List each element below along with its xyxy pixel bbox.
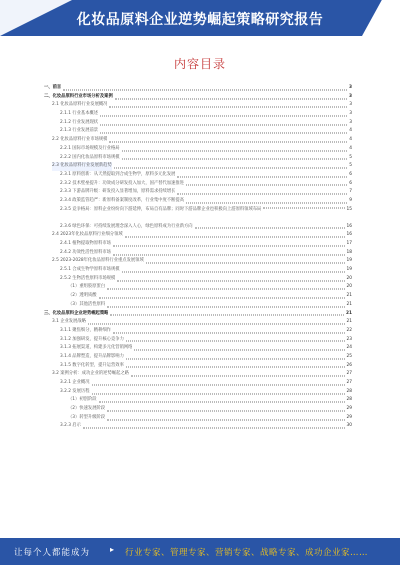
toc-leader-dots: [126, 358, 345, 359]
toc-leader-dots: [113, 332, 345, 333]
toc-page-number: 16: [346, 232, 352, 238]
toc-leader-dots: [88, 324, 345, 325]
toc-page-number: 30: [346, 423, 352, 429]
footer-tagline: 行业专家、管理专家、营销专家、战略专家、成功企业家……: [125, 548, 369, 558]
toc-entry-label: 3.2.1 企业概况: [60, 380, 90, 385]
toc-entry[interactable]: [44, 370, 352, 379]
toc-entry-label: 三、化妆品原料企业逆势崛起策略: [44, 310, 109, 316]
toc-leader-dots: [100, 115, 347, 116]
toc-leader-dots: [186, 202, 347, 203]
toc-entry[interactable]: [44, 119, 352, 128]
toc-page-number: 17: [346, 241, 352, 246]
toc-entry-label: 3.1.2 加强研发，提升核心竞争力: [60, 336, 124, 342]
toc-entry-label: 二、化妆品原料行业市场分析及案例: [44, 93, 113, 99]
toc-leader-dots: [99, 297, 345, 298]
toc-entry[interactable]: [44, 180, 352, 189]
toc-entry[interactable]: [44, 310, 352, 319]
toc-leader-dots: [107, 419, 344, 420]
toc-entry[interactable]: [44, 249, 352, 258]
toc-entry-label: 2.2.2 国内化妆品原料市场规模: [60, 154, 120, 160]
toc-page-number: 26: [346, 362, 352, 368]
toc-entry-label: 2.3.4 政策监管趋严：新原料备案制度改革，行业集中度不断提高: [60, 197, 185, 203]
toc-leader-dots: [117, 280, 344, 281]
toc-leader-dots: [131, 376, 345, 377]
toc-entry[interactable]: [44, 275, 352, 284]
toc-page-number: 6: [349, 180, 352, 186]
table-of-contents: [44, 84, 352, 431]
toc-leader-dots: [99, 402, 345, 403]
toc-entry-label: 3.1.1 聚焦细分，精耕细作: [60, 327, 111, 333]
toc-entry-label: 3.1.4 品牌塑造，提升品牌影响力: [60, 353, 124, 359]
toc-entry[interactable]: [44, 162, 352, 171]
toc-entry-label: 2.1.2 行业发展现状: [60, 119, 99, 125]
toc-entry[interactable]: [44, 405, 352, 414]
toc-entry-label: 2.3.2 技术壁垒提升：功效成分研发投入加大，国产替代加速推进: [60, 180, 185, 186]
toc-entry-label: 3.2 案例分析：成功企业的逆势崛起之路: [52, 371, 129, 377]
toc-entry-label: （2）快速发展阶段: [68, 406, 106, 412]
toc-leader-dots: [122, 159, 348, 160]
toc-entry[interactable]: [44, 318, 352, 327]
toc-entry[interactable]: [44, 344, 352, 353]
toc-entry-label: 2.4.1 植物提取物原料市场: [60, 241, 111, 246]
toc-page-number: 19: [346, 267, 352, 273]
toc-page-number: 27: [346, 371, 352, 377]
toc-page-number: 3: [349, 111, 352, 117]
toc-entry-label: 2.2.1 国际市场规模及行业格局: [60, 145, 120, 151]
toc-entry-label: （1）初创阶段: [68, 397, 97, 403]
toc-leader-dots: [109, 141, 347, 142]
toc-leader-dots: [83, 428, 345, 429]
toc-entry-label: 2.3.3 下游品牌升级：研发投入显著增加，原料需求持续增长: [60, 189, 176, 195]
toc-leader-dots: [109, 107, 347, 108]
toc-entry[interactable]: [44, 327, 352, 336]
footer-banner: [0, 538, 400, 565]
toc-page-number: 7: [349, 189, 352, 195]
toc-entry[interactable]: [44, 362, 352, 371]
toc-entry[interactable]: [44, 353, 352, 362]
toc-entry[interactable]: [44, 127, 352, 136]
toc-page-number: 28: [346, 397, 352, 403]
toc-page-number: 3: [349, 93, 352, 99]
toc-entry[interactable]: [44, 136, 352, 145]
toc-leader-dots: [134, 350, 344, 351]
toc-leader-dots: [146, 263, 345, 264]
toc-entry-label: （1）重组胶原蛋白: [68, 284, 106, 290]
toc-page-number: 4: [349, 137, 352, 143]
toc-leader-dots: [125, 237, 345, 238]
toc-leader-dots: [107, 306, 344, 307]
toc-entry[interactable]: [44, 257, 352, 266]
toc-entry[interactable]: [44, 101, 352, 110]
toc-entry[interactable]: [44, 231, 352, 240]
toc-entry-label: 2.3.5 竞争格局：原料企业纷纷向下游延伸，布局自有品牌；同时下游品牌企业也积极向上游原料领域布局: [60, 206, 262, 212]
toc-page-number: 29: [346, 414, 352, 420]
toc-page-number: 3: [349, 119, 352, 125]
toc-entry[interactable]: [44, 266, 352, 275]
toc-entry-label: 2.3.1 原料创新：从天然提取到合成生物学，原料多元化发展: [60, 171, 176, 177]
report-header-banner: [0, 0, 400, 36]
toc-page-number: 28: [346, 388, 352, 394]
toc-entry-label: 2.3.6 绿色环保：可持续发展理念深入人心，绿色原料成为行业新方向: [60, 223, 193, 229]
toc-leader-dots: [100, 124, 347, 125]
toc-leader-dots: [263, 207, 344, 208]
toc-page-number: 21: [346, 293, 352, 299]
footer-separator-icon: ▸: [110, 545, 115, 554]
toc-leader-dots: [92, 384, 345, 385]
toc-page-number: 20: [346, 284, 352, 290]
toc-entry[interactable]: [44, 336, 352, 345]
toc-entry[interactable]: [44, 110, 352, 119]
toc-entry-label: 3.2.2 发展历程: [60, 388, 90, 394]
toc-entry-label: 一、前言: [44, 85, 62, 90]
toc-entry[interactable]: [44, 145, 352, 154]
toc-leader-dots: [107, 289, 344, 290]
toc-leader-dots: [113, 245, 345, 246]
toc-page-number: 19: [346, 258, 352, 264]
toc-entry-label: 2.2 化妆品原料行业市场规模: [52, 137, 108, 143]
toc-entry-label: 2.1 化妆品原料行业发展概况: [52, 102, 108, 108]
toc-leader-dots: [100, 133, 347, 134]
toc-page-number: 5: [349, 163, 352, 169]
toc-entry[interactable]: [44, 171, 352, 180]
toc-entry[interactable]: [44, 292, 352, 301]
footer-slogan: 让每个人都能成为: [14, 548, 91, 558]
toc-entry[interactable]: [44, 301, 352, 310]
toc-leader-dots: [63, 89, 347, 90]
toc-leader-dots: [122, 271, 345, 272]
toc-page-number: 21: [346, 319, 352, 325]
toc-entry[interactable]: [44, 414, 352, 423]
toc-entry-label: 2.1.3 行业发展前景: [60, 128, 99, 134]
toc-page-number: 20: [346, 275, 352, 281]
toc-entry[interactable]: [44, 154, 352, 163]
toc-entry-label: 3.1.3 拓展渠道，构建多元化营销网络: [60, 345, 133, 351]
toc-heading: 内容目录: [173, 57, 226, 71]
toc-leader-dots: [113, 254, 345, 255]
toc-entry[interactable]: [44, 422, 352, 431]
toc-leader-dots: [195, 228, 345, 229]
toc-leader-dots: [177, 194, 347, 195]
toc-leader-dots: [177, 176, 347, 177]
toc-entry-label: 3.1 企业发展战略: [52, 319, 86, 325]
toc-leader-dots: [122, 150, 348, 151]
report-title: 化妆品原料企业逆势崛起策略研究报告: [76, 11, 324, 27]
toc-page-number: 16: [346, 223, 352, 229]
toc-page-number: 22: [346, 327, 352, 333]
toc-entry-label: 2.5 2023-2028年化妆品原料行业重点发展领域: [52, 258, 144, 264]
toc-entry-label: 2.3 化妆品原料行业发展新趋势: [52, 162, 112, 171]
toc-page-number: 4: [349, 128, 352, 134]
toc-entry[interactable]: [44, 388, 352, 397]
toc-page-number: 15: [346, 206, 352, 212]
toc-entry-label: （3）转型升级阶段: [68, 414, 106, 420]
toc-entry-label: 2.5.2 生物活性原料市场规模: [60, 275, 116, 281]
toc-leader-dots: [186, 185, 347, 186]
toc-entry[interactable]: [44, 197, 352, 206]
toc-entry[interactable]: [44, 188, 352, 197]
toc-page-number: 29: [346, 406, 352, 412]
toc-entry[interactable]: [44, 206, 352, 223]
toc-leader-dots: [115, 98, 347, 99]
toc-entry[interactable]: [44, 223, 352, 232]
toc-page-number: 3: [349, 102, 352, 108]
toc-entry-label: 2.1.1 行业基本概述: [60, 111, 99, 117]
toc-page-number: 5: [349, 154, 352, 160]
toc-entry-label: 3.1.5 数字化转型，提升运营效率: [60, 362, 124, 368]
toc-entry-label: （2）透明质酸: [68, 293, 97, 299]
toc-page-number: 9: [349, 197, 352, 203]
toc-leader-dots: [92, 393, 345, 394]
toc-entry[interactable]: [44, 84, 352, 93]
toc-entry-label: 2.4 2023年化妆品原料行业细分领域: [52, 232, 123, 238]
toc-page-number: 21: [346, 301, 352, 307]
toc-entry[interactable]: [44, 93, 352, 102]
toc-entry-label: （3）其他活性原料: [68, 301, 106, 307]
toc-entry-label: 3.2.3 启示: [60, 423, 81, 429]
toc-leader-dots: [126, 367, 345, 368]
toc-page-number: 27: [346, 380, 352, 385]
toc-entry-label: 2.4.2 功效性活性原料市场: [60, 249, 111, 255]
toc-entry[interactable]: [44, 283, 352, 292]
toc-page-number: 4: [349, 145, 352, 151]
toc-entry-label: 2.5.1 合成生物学原料市场规模: [60, 267, 120, 273]
toc-page-number: 25: [346, 353, 352, 359]
toc-entry[interactable]: [44, 240, 352, 249]
toc-leader-dots: [126, 341, 345, 342]
toc-page-number: 24: [346, 345, 352, 351]
toc-leader-dots: [114, 168, 348, 169]
toc-page-number: 23: [346, 336, 352, 342]
toc-page-number: 18: [346, 249, 352, 255]
toc-page-number: 6: [349, 171, 352, 177]
toc-page-number: 3: [349, 85, 352, 90]
toc-leader-dots: [110, 315, 344, 316]
toc-leader-dots: [107, 410, 344, 411]
toc-page-number: 21: [346, 310, 352, 316]
toc-entry[interactable]: [44, 396, 352, 405]
toc-entry[interactable]: [44, 379, 352, 388]
